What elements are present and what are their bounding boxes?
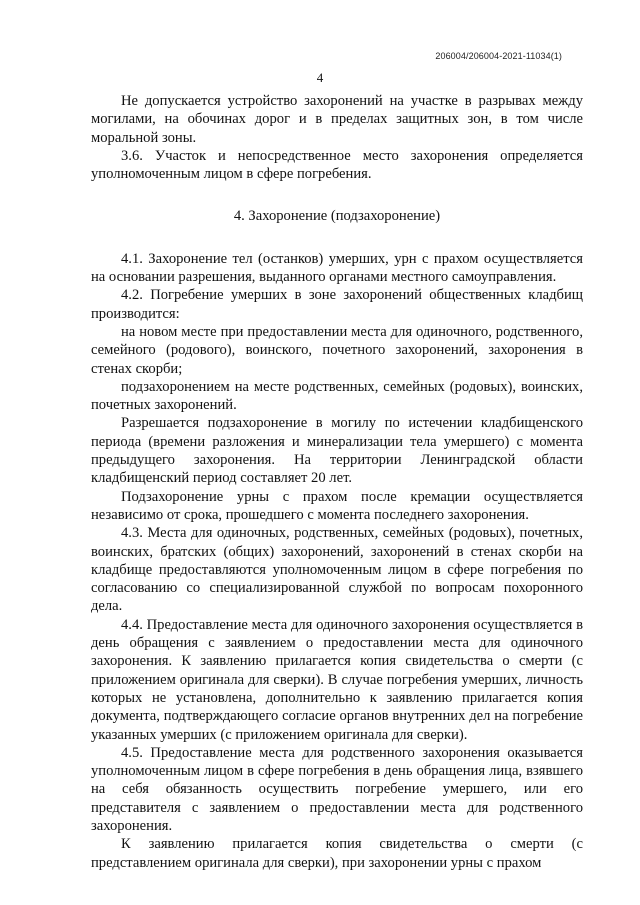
page-number: 4 bbox=[316, 70, 324, 85]
paragraph-urn: Подзахоронение урны с прахом после кремации осуществляется независимо от срока, прошедшего с момента последнего захоронения. bbox=[91, 488, 583, 523]
paragraph-4-5: 4.5. Предоставление места для родственного захоронения оказывается уполномоченным лицом в сфере погребения в день обращения лица, взявшего на себя обязанность осуществить погребение умершего, или его представителя с заявлением о предоставлении места для родственного захоронения. bbox=[91, 744, 583, 834]
paragraph-3-6: 3.6. Участок и непосредственное место захоронения определяется уполномоченным лицом в сфере погребения. bbox=[91, 147, 583, 183]
paragraph-4-4: 4.4. Предоставление места для одиночного захоронения осуществляется в день обращения с заявлением о предоставлении места для одиночного захоронения. К заявлению прилагается копия свидетельства о смерти (с приложением оригинала для сверки). В случае погребения умерших, личность которых не установлена, дополнительно к заявлению прилагается копия документа, подтверждающего согласие органов внутренних дел на погребение указанных умерших (с приложением оригинала для сверки). bbox=[91, 616, 583, 743]
paragraph-application: К заявлению прилагается копия свидетельства о смерти (с представлением оригинала для сверки), при захоронении урны с прахом bbox=[91, 836, 583, 871]
paragraph-4-3: 4.3. Места для одиночных, родственных, семейных (родовых), почетных, воинских, братских (общих) захоронений, захоронений в стенах скорби на кладбище предоставляются уполномоченным лицом в сфере погребения по согласованию со специализированной службой по вопросам похоронного дела. bbox=[91, 525, 583, 615]
paragraph-subburial: подзахоронением на месте родственных, семейных (родовых), воинских, почетных захоронений. bbox=[91, 378, 583, 414]
paragraph-4-1: 4.1. Захоронение тел (останков) умерших, урн с прахом осуществляется на основании разрешения, выданного органами местного самоуправления. bbox=[91, 250, 583, 286]
section-heading: 4. Захоронение (подзахоронение) bbox=[233, 208, 441, 225]
paragraph-new-place: на новом месте при предоставлении места для одиночного, родственного, семейного (родового), воинского, почетного захоронений, захоронения в стенах скорби; bbox=[91, 323, 583, 377]
document-body bbox=[91, 92, 583, 872]
document-id: 206004/206004-2021-11034(1) bbox=[435, 51, 562, 61]
paragraph-burial-restriction: Не допускается устройство захоронений на участке в разрывах между могилами, на обочинах дорог и в пределах защитных зон, в том числе моральной зоны. bbox=[91, 93, 583, 146]
paragraph-cemetery-period: Разрешается подзахоронение в могилу по истечении кладбищенского периода (времени разложения и минерализации тела умершего) с момента предыдущего захоронения. На территории Ленинградской области кладбищенский период составляет 20 лет. bbox=[91, 415, 583, 487]
paragraph-4-2: 4.2. Погребение умерших в зоне захоронений общественных кладбищ производится: bbox=[91, 287, 583, 322]
